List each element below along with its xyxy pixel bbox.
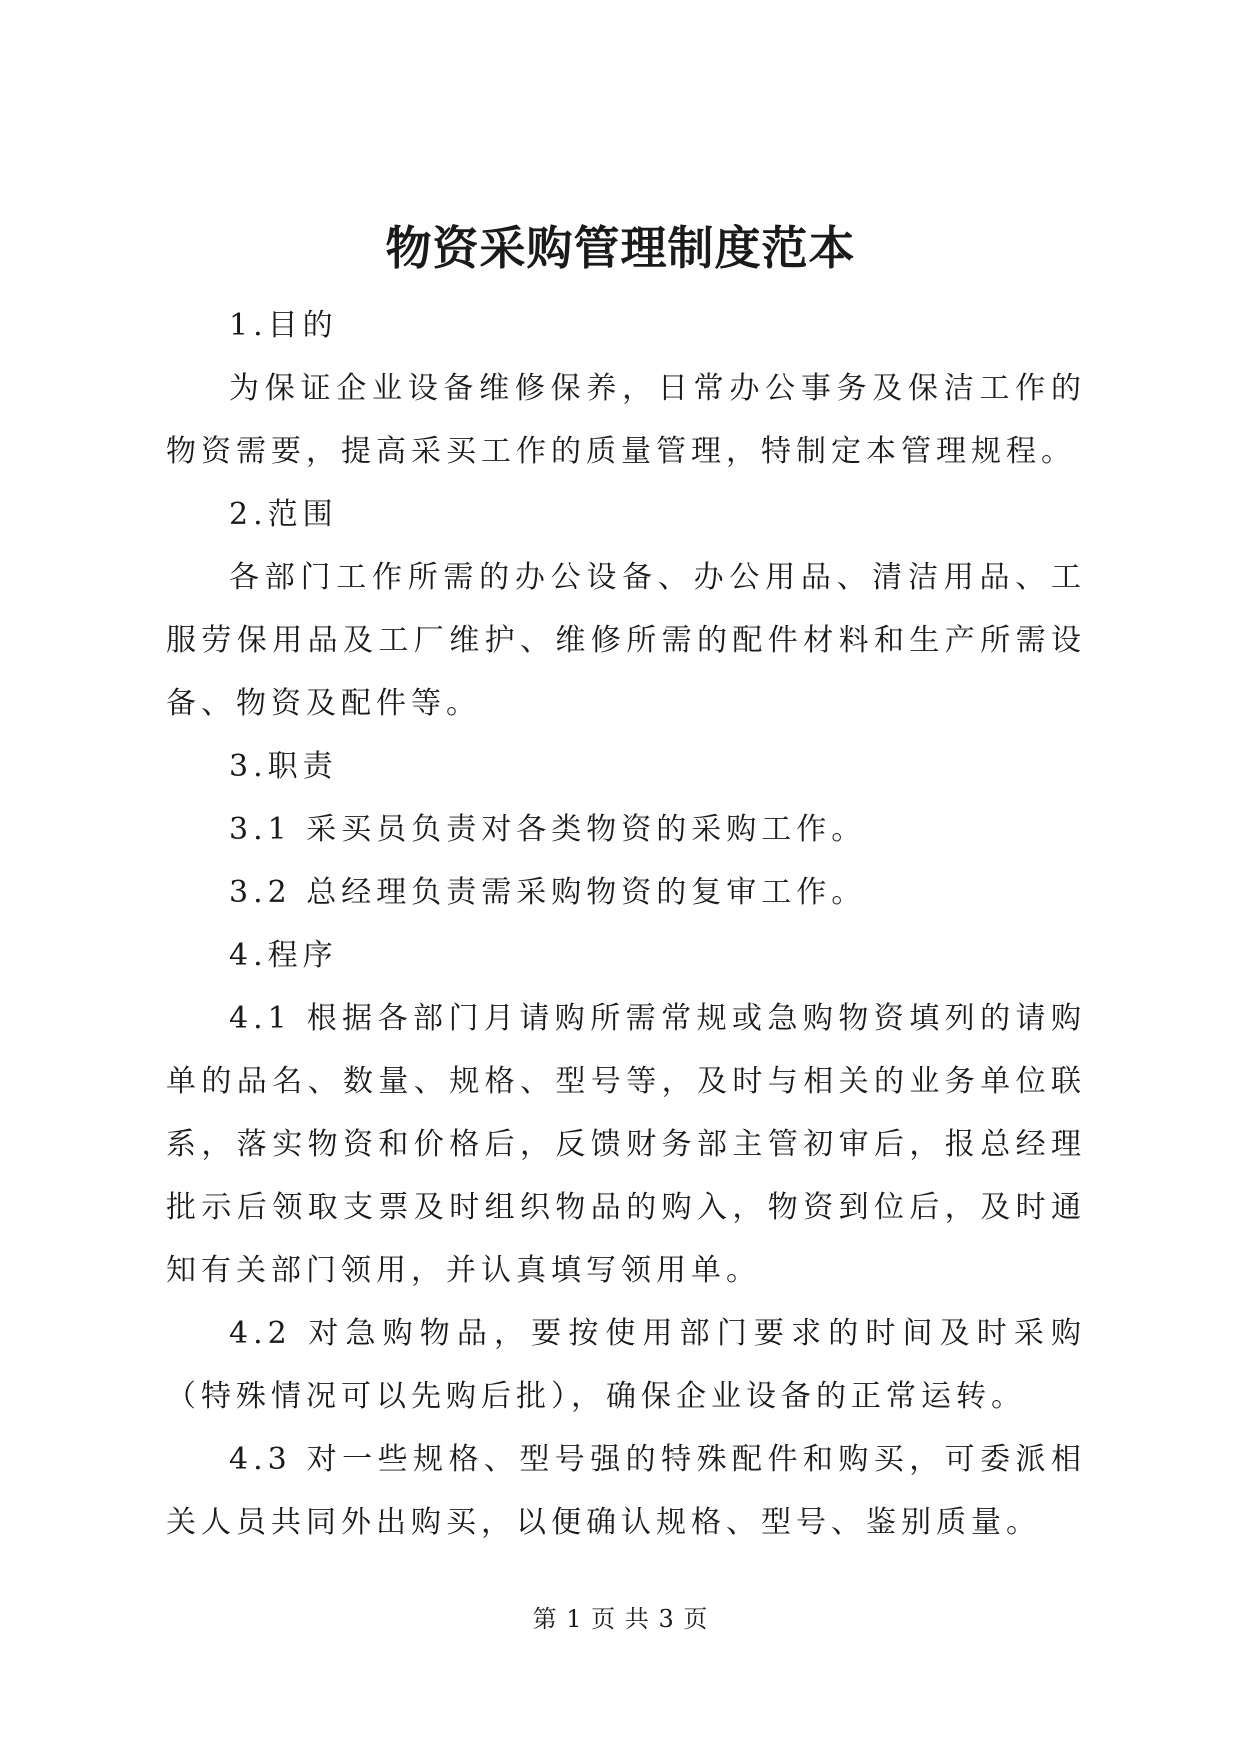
section-heading-purpose: 1.目的 — [229, 308, 338, 343]
document-title: 物资采购管理制度范本 — [385, 221, 856, 275]
page-footer: 第 1 页 共 3 页 — [532, 1605, 709, 1633]
section-heading-procedure: 4.程序 — [229, 938, 338, 973]
document-body — [166, 294, 1086, 1554]
paragraph-procedure-4-3: 4.3 对一些规格、型号强的特殊配件和购买，可委派相关人员共同外出购买，以便确认规格、型号、鉴别质量。 — [166, 1442, 1086, 1540]
paragraph-scope: 各部门工作所需的办公设备、办公用品、清洁用品、工服劳保用品及工厂维护、维修所需的配件材料和生产所需设备、物资及配件等。 — [166, 560, 1086, 721]
paragraph-procedure-4-2: 4.2 对急购物品，要按使用部门要求的时间及时采购（特殊情况可以先购后批），确保企业设备的正常运转。 — [166, 1316, 1086, 1414]
section-heading-scope: 2.范围 — [229, 497, 338, 532]
section-heading-responsibilities: 3.职责 — [229, 749, 338, 784]
paragraph-responsibility-3-2: 3.2 总经理负责需采购物资的复审工作。 — [229, 875, 867, 910]
paragraph-purpose: 为保证企业设备维修保养，日常办公事务及保洁工作的物资需要，提高采买工作的质量管理，特制定本管理规程。 — [166, 371, 1086, 469]
paragraph-procedure-4-1: 4.1 根据各部门月请购所需常规或急购物资填列的请购单的品名、数量、规格、型号等，及时与相关的业务单位联系，落实物资和价格后，反馈财务部主管初审后，报总经理批示后领取支票及时组织物品的购入，物资到位后，及时通知有关部门领用，并认真填写领用单。 — [166, 1001, 1086, 1288]
paragraph-responsibility-3-1: 3.1 采买员负责对各类物资的采购工作。 — [229, 812, 867, 847]
